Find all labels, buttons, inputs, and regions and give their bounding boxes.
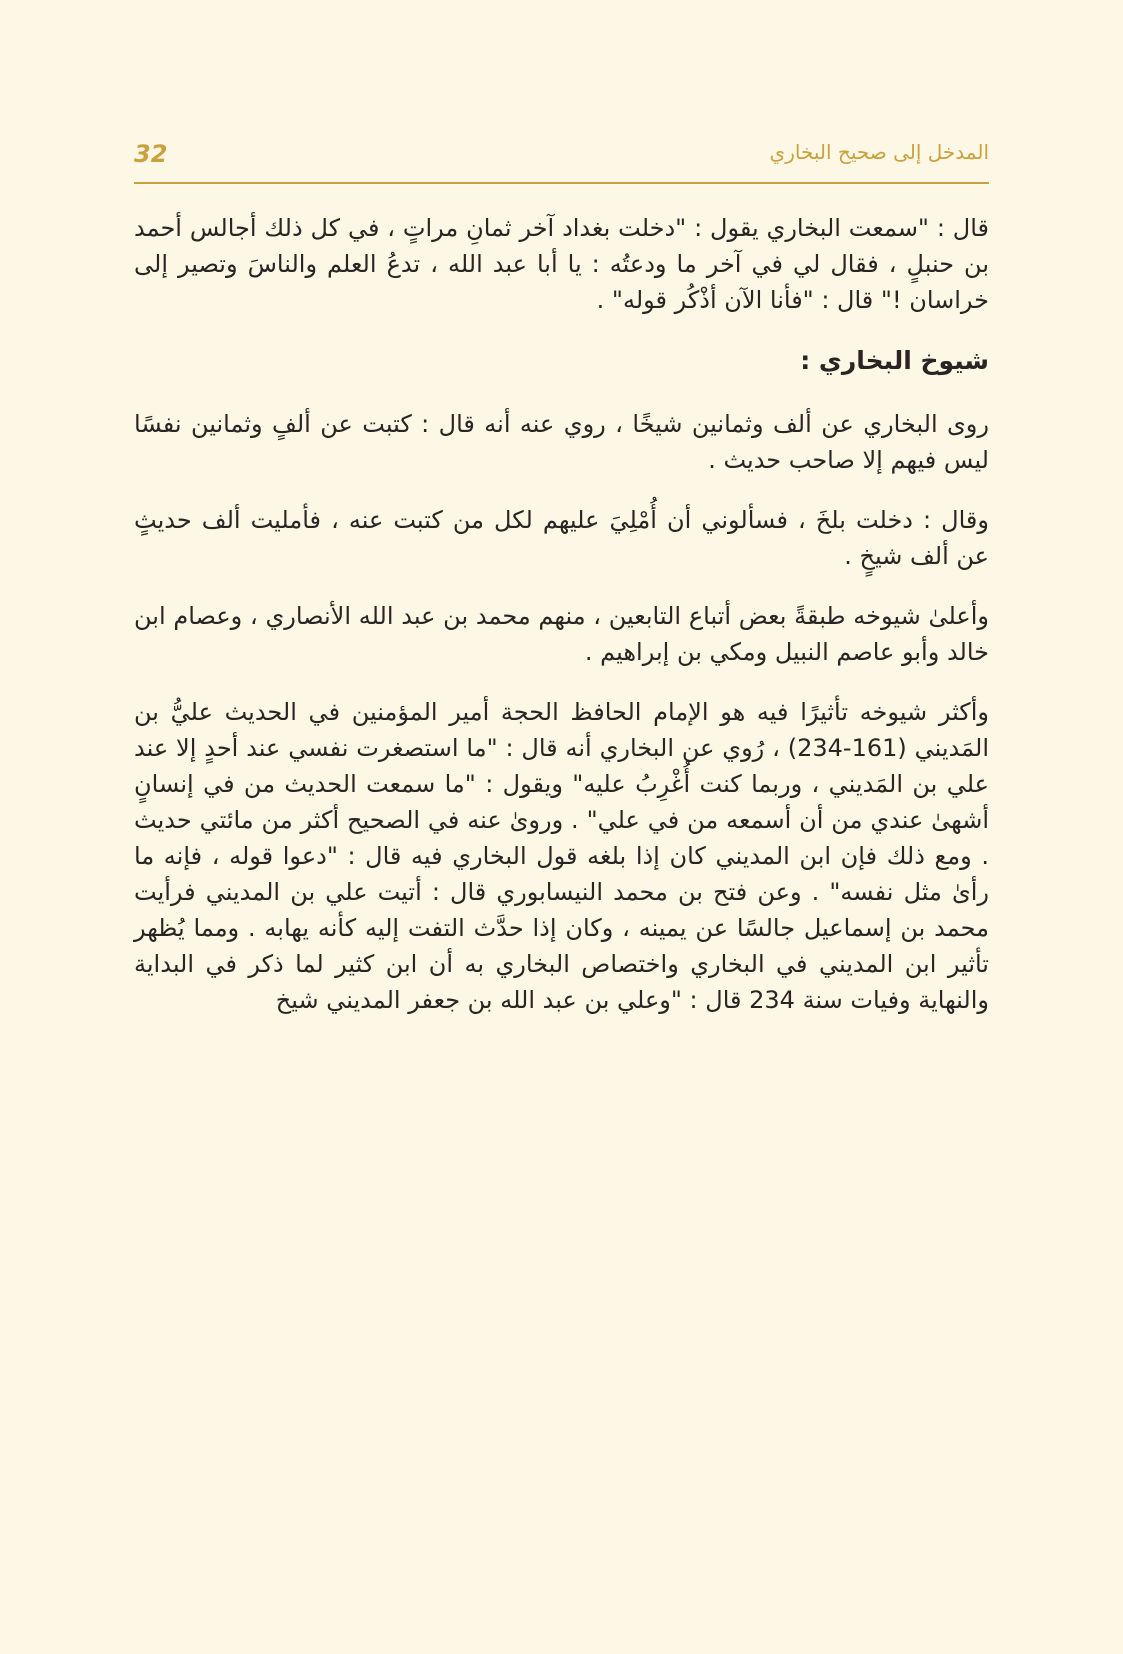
body-text: [134, 210, 989, 1042]
section-heading: شيوخ البخاري :: [800, 346, 989, 375]
page-header: [134, 136, 989, 184]
running-title: المدخل إلى صحيح البخاري: [769, 140, 989, 164]
paragraph-2: روى البخاري عن ألف وثمانين شيخًا ، روي عنه أنه قال : كتبت عن ألفٍ وثمانين نفسًا ليس فيهم إلا صاحب حديث .: [134, 409, 989, 474]
paragraph-3: وقال : دخلت بلخَ ، فسألوني أن أُمْلِيَ عليهم لكل من كتبت عنه ، فأمليت ألف حديثٍ عن ألف شيخٍ .: [134, 505, 989, 570]
paragraph-4: وأعلىٰ شيوخه طبقةً بعض أتباع التابعين ، منهم محمد بن عبد الله الأنصاري ، وعصام ابن خالد وأبو عاصم النبيل ومكي بن إبراهيم .: [134, 601, 989, 666]
paragraph-1: قال : "سمعت البخاري يقول : "دخلت بغداد آخر ثمانِ مراتٍ ، في كل ذلك أجالس أحمد بن حنبلٍ ، فقال لي في آخر ما ودعتُه : يا أبا عبد الله ، تدعُ العلم والناسَ وتصير إلى خراسان !" قال : "فأنا الآن أذْكُر قوله" .: [134, 214, 989, 314]
page-number: 32: [134, 140, 168, 168]
paragraph-5: وأكثر شيوخه تأثيرًا فيه هو الإمام الحافظ الحجة أمير المؤمنين في الحديث عليُّ بن المَديني (161-234) ، رُوي عن البخاري أنه قال : "ما استصغرت نفسي عند أحدٍ إلا عند علي بن المَديني ، وربما كنت أُغْرِبُ عليه" ويقول : "ما سمعت الحديث من في إنسانٍ أشهىٰ عندي من أن أسمعه من في علي" . وروىٰ عنه في الصحيح أكثر من مائتي حديث . ومع ذلك فإن ابن المديني كان إذا بلغه قول البخاري فيه قال : "دعوا قوله ، فإنه ما رأىٰ مثل نفسه" . وعن فتح بن محمد النيسابوري قال : أتيت علي بن المديني فرأيت محمد بن إسماعيل جالسًا عن يمينه ، وكان إذا حدَّث التفت إليه كأنه يهابه . ومما يُظهر تأثير ابن المديني في البخاري واختصاص البخاري به أن ابن كثير لما ذكر في البداية والنهاية وفيات سنة 234 قال : "وعلي بن عبد الله بن جعفر المديني شيخ: [134, 697, 990, 1014]
